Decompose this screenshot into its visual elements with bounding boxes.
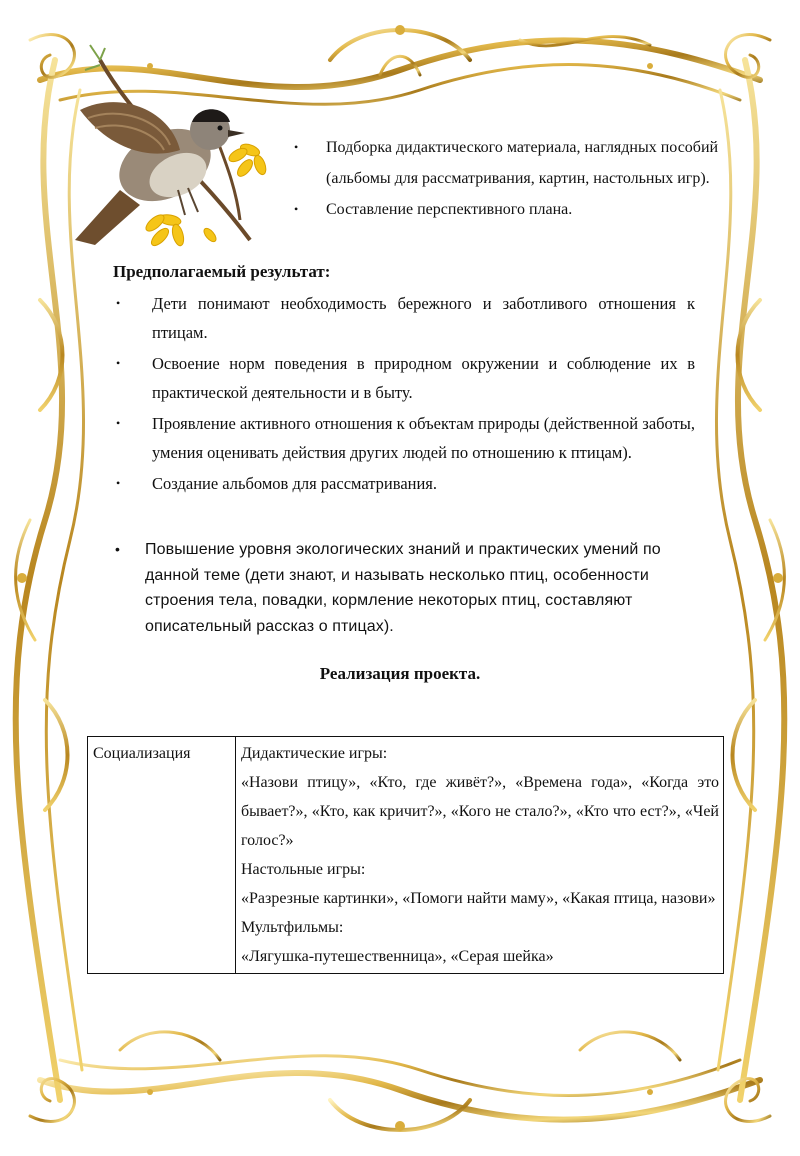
implementation-table <box>87 736 724 974</box>
board-games-label: Настольные игры: <box>241 861 366 878</box>
cartoons-list: «Лягушка-путешественница», «Серая шейка» <box>241 948 554 965</box>
board-games-list: «Разрезные картинки», «Помоги найти маму», «Какая птица, назови» <box>241 890 716 907</box>
cartoons-label: Мультфильмы: <box>241 919 344 936</box>
list-item: • Составление перспективного плана. <box>290 194 760 225</box>
expected-result-list <box>113 289 695 500</box>
list-item: • Освоение норм поведения в природном окружении и соблюдение их в практической деятельности и в быту. <box>113 349 695 407</box>
list-item: • Повышение уровня экологических знаний и практических умений по данной теме (дети знают, и называть несколько птиц, особенности строения тела, повадки, кормление некоторых птиц, составляют описательный рассказ о птицах). <box>113 537 695 639</box>
preparation-list <box>290 132 760 225</box>
knowledge-list <box>113 537 695 639</box>
table-row <box>88 737 724 974</box>
list-item: • Создание альбомов для рассматривания. <box>113 469 695 498</box>
list-item: • Дети понимают необходимость бережного и заботливого отношения к птицам. <box>113 289 695 347</box>
list-item: • Проявление активного отношения к объектам природы (действенной заботы, умения оценивать действия других людей по отношению к птицам). <box>113 409 695 467</box>
games-label: Дидактические игры: <box>241 745 388 762</box>
table-cell-area: Социализация <box>88 737 236 974</box>
bird-illustration <box>60 40 280 260</box>
games-list: «Назови птицу», «Кто, где живёт?», «Времена года», «Когда это бывает?», «Кто, как кричит?», «Кого не стало?», «Кто что ест?», «Чей голос?» <box>241 774 719 849</box>
implementation-heading: Реализация проекта. <box>319 664 481 683</box>
expected-result-heading: Предполагаемый результат: <box>113 262 331 281</box>
table-cell-content <box>236 737 724 974</box>
list-item: • Подборка дидактического материала, наглядных пособий (альбомы для рассматривания, картин, настольных игр). <box>290 132 760 194</box>
